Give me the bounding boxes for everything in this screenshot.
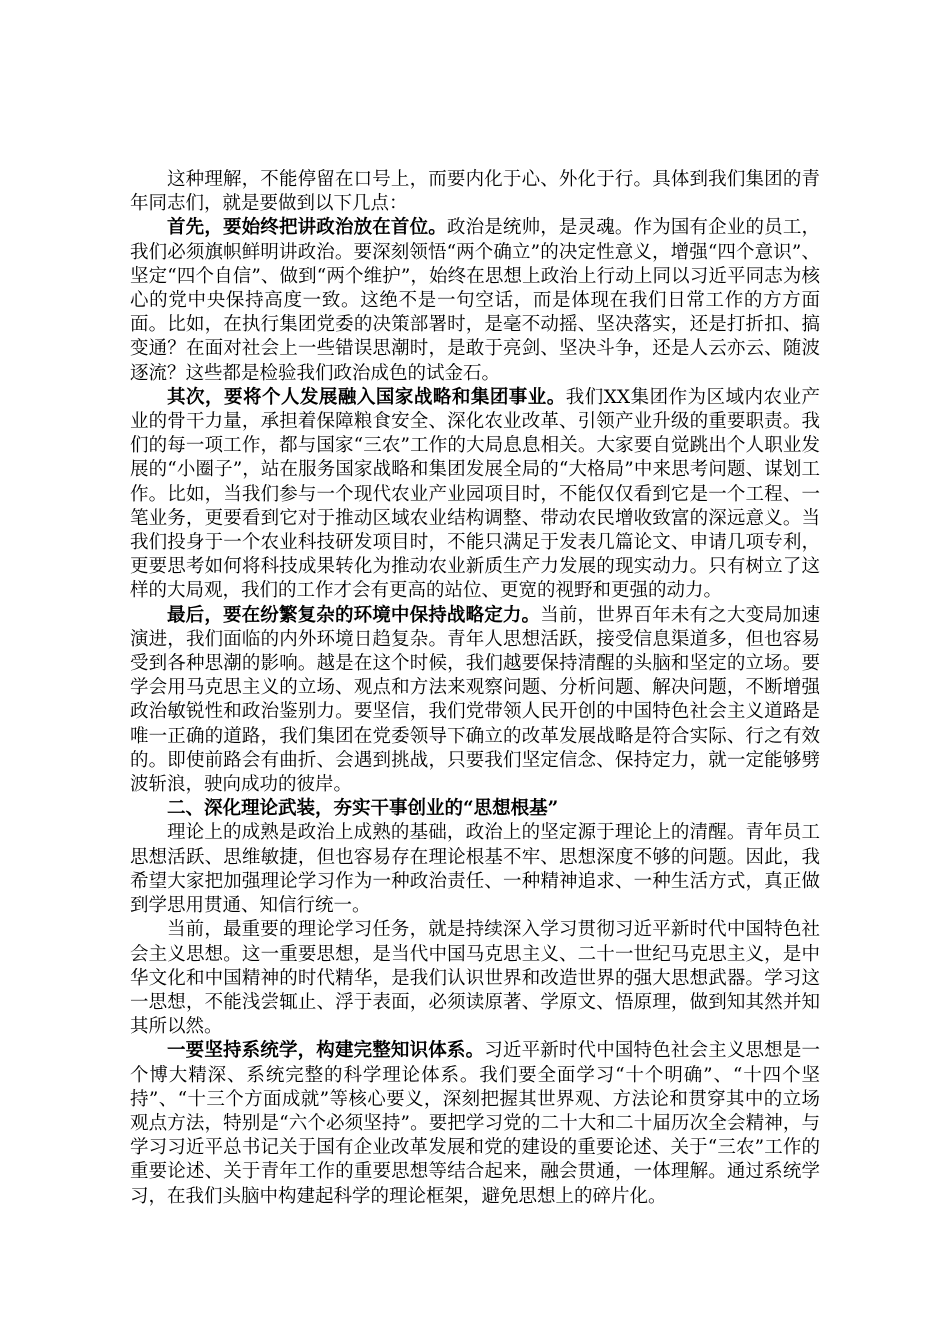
paragraph-lead-bold: 最后，要在纷繁复杂的环境中保持战略定力。 (167, 604, 541, 626)
paragraph-third-point (130, 604, 820, 798)
paragraph-text: 政治是统帅，是灵魂。作为国有企业的员工，我们必须旗帜鲜明讲政治。要深刻领悟“两个确立”的决定性意义，增强“四个意识”、坚定“四个自信”、做到“两个维护”，始终在思想上政治上行动上同以习近平同志为核心的党中央保持高度一致。这绝不是一句空话，而是体现在我们日常工作的方方面面。比如，在执行集团党委的决策部署时，是毫不动摇、坚决落实，还是打折扣、搞变通？在面对社会上一些错误思潮时，是敢于亮剑、坚决斗争，还是人云亦云、随波逐流？这些都是检验我们政治成色的试金石。 (130, 217, 820, 384)
paragraph-second-point (130, 386, 820, 604)
paragraph-first-point (130, 216, 820, 385)
paragraph-lead-bold: 首先，要始终把讲政治放在首位。 (167, 217, 447, 239)
paragraph-systematic-study (130, 1039, 820, 1208)
paragraph-text: 当前，最重要的理论学习任务，就是持续深入学习贯彻习近平新时代中国特色社会主义思想。这一重要思想，是当代中国马克思主义、二十一世纪马克思主义，是中华文化和中国精神的时代精华，是我们认识世界和改造世界的强大思想武器。学习这一思想，不能浅尝辄止、浮于表面，必须读原著、学原文、悟原理，做到知其然并知其所以然。 (130, 919, 820, 1038)
paragraph-theory-intro (130, 821, 820, 918)
paragraph-text: 理论上的成熟是政治上成熟的基础，政治上的坚定源于理论上的清醒。青年员工思想活跃、思维敏捷，但也容易存在理论根基不牢、思想深度不够的问题。因此，我希望大家把加强理论学习作为一种政治责任、一种精神追求、一种生活方式，真正做到学思用贯通、知信行统一。 (130, 822, 820, 917)
document-page (130, 168, 820, 1209)
paragraph-text: 习近平新时代中国特色社会主义思想是一个博大精深、系统完整的科学理论体系。我们要全面学习“十个明确”、“十四个坚持”、“十三个方面成就”等核心要义，深刻把握其世界观、方法论和贯穿其中的立场观点方法，特别是“六个必须坚持”。要把学习党的二十大和二十届历次全会精神，与学习习近平总书记关于国有企业改革发展和党的建设的重要论述、关于“三农”工作的重要论述、关于青年工作的重要思想等结合起来，融会贯通，一体理解。通过系统学习，在我们头脑中构建起科学的理论框架，避免思想上的碎片化。 (130, 1040, 820, 1207)
paragraph-text: 这种理解，不能停留在口号上，而要内化于心、外化于行。具体到我们集团的青年同志们，就是要做到以下几点： (130, 169, 820, 215)
paragraph-lead-bold: 一要坚持系统学，构建完整知识体系。 (167, 1040, 485, 1062)
section-heading (130, 797, 820, 821)
paragraph-text: 我们XX集团作为区域内农业产业的骨干力量，承担着保障粮食安全、深化农业改革、引领产业升级的重要职责。我们的每一项工作，都与国家“三农”工作的大局息息相关。大家要自觉跳出个人职业发展的“小圈子”，站在服务国家战略和集团发展全局的“大格局”中来思考问题、谋划工作。比如，当我们参与一个现代农业产业园项目时，不能仅仅看到它是一个工程、一笔业务，更要看到它对于推动区域农业结构调整、带动农民增收致富的深远意义。当我们投身于一个农业科技研发项目时，不能只满足于发表几篇论文、申请几项专利，更要思考如何将科技成果转化为推动农业新质生产力发展的现实动力。只有树立了这样的大局观，我们的工作才会有更高的站位、更宽的视野和更强的动力。 (130, 386, 820, 602)
paragraph-lead-bold: 其次，要将个人发展融入国家战略和集团事业。 (167, 386, 566, 408)
paragraph-text: 当前，世界百年未有之大变局加速演进，我们面临的内外环境日趋复杂。青年人思想活跃，接受信息渠道多，但也容易受到各种思潮的影响。越是在这个时候，我们越要保持清醒的头脑和坚定的立场。要学会用马克思主义的立场、观点和方法来观察问题、分析问题、解决问题，不断增强政治敏锐性和政治鉴别力。要坚信，我们党带领人民开创的中国特色社会主义道路是唯一正确的道路，我们集团在党委领导下确立的改革发展战略是符合实际、行之有效的。即使前路会有曲折、会遇到挑战，只要我们坚定信念、保持定力，就一定能够劈波斩浪，驶向成功的彼岸。 (130, 604, 820, 796)
section-heading-text: 二、深化理论武装，夯实干事创业的“思想根基” (167, 798, 559, 820)
paragraph-intro (130, 168, 820, 216)
paragraph-theory-task (130, 918, 820, 1039)
